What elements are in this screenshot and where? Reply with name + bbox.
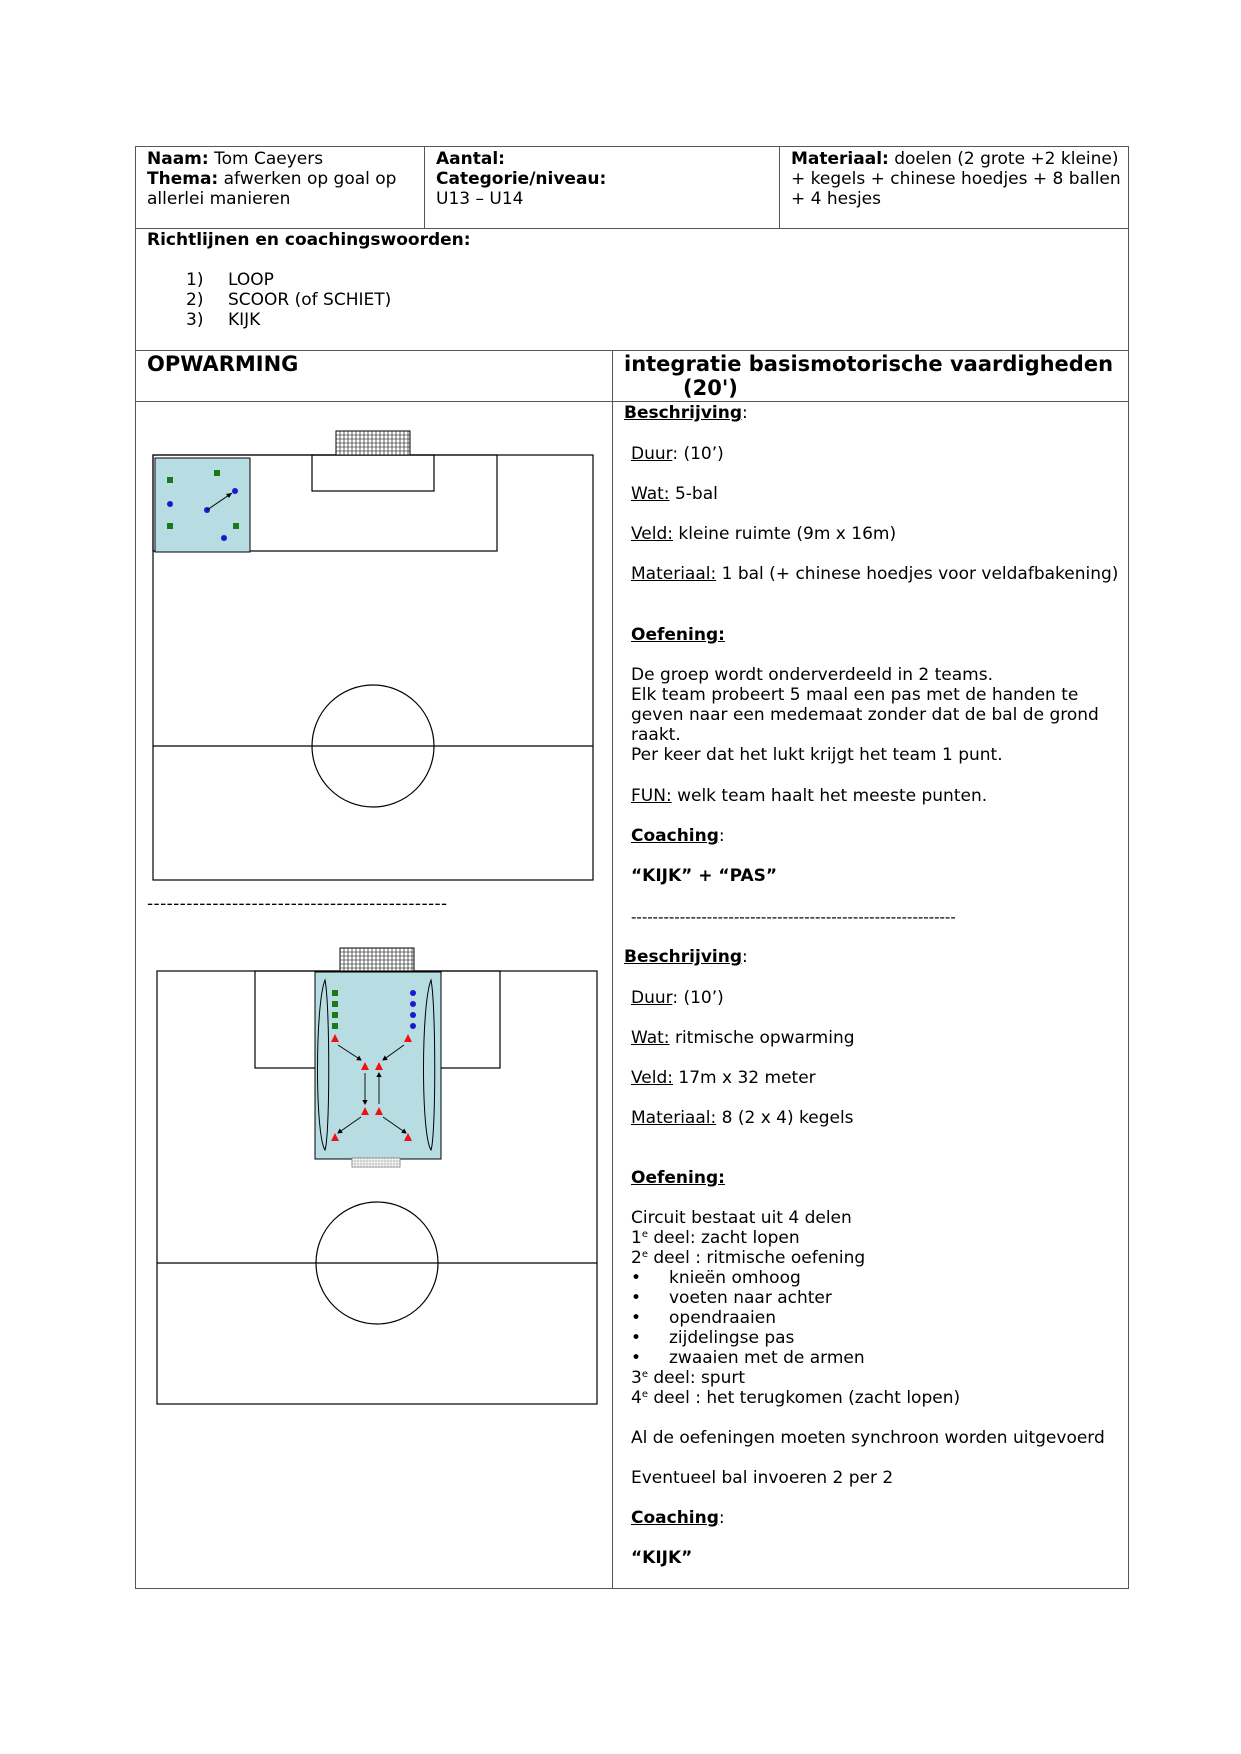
list-item: • knieën omhoog xyxy=(631,1268,865,1288)
ex2-bal: Eventueel bal invoeren 2 per 2 xyxy=(631,1468,894,1488)
deel-sup: e xyxy=(641,1249,648,1260)
deel-text: deel : het terugkomen (zacht lopen) xyxy=(647,1388,961,1408)
materiaal-value-cont: + kegels + chinese hoedjes + 8 ballen xyxy=(791,169,1121,189)
colon: : xyxy=(718,826,725,846)
thema-value: afwerken op goal op xyxy=(218,169,397,189)
ex2-veld-value: 17m x 32 meter xyxy=(673,1068,816,1088)
ex2-veld-label: Veld: xyxy=(631,1068,674,1088)
ex2-bullet-list xyxy=(631,1268,865,1368)
col-divider xyxy=(424,146,425,228)
deel-number: 3 xyxy=(631,1368,642,1388)
list-item: • zijdelingse pas xyxy=(631,1328,865,1348)
naam-line xyxy=(147,149,323,169)
ex2-synchroon: Al de oefeningen moeten synchroon worden uitgevoerd xyxy=(631,1428,1105,1448)
list-number: 2) xyxy=(186,290,204,310)
ex1-duur-label: Duur xyxy=(631,444,673,464)
ex1-coaching-value: “KIJK” + “PAS” xyxy=(631,866,778,886)
list-item xyxy=(146,310,391,330)
materiaal-value: doelen (2 grote +2 kleine) xyxy=(888,149,1119,169)
ex1-coaching-line xyxy=(631,826,725,846)
ex1-oefening-line: raakt. xyxy=(631,725,681,745)
list-item: • opendraaien xyxy=(631,1308,865,1328)
categorie-label: Categorie/niveau: xyxy=(436,169,607,189)
section-title-right: integratie basismotorische vaardigheden xyxy=(624,352,1114,376)
list-item: • zwaaien met de armen xyxy=(631,1348,865,1368)
ex2-materiaal-label: Materiaal: xyxy=(631,1108,717,1128)
ex1-fun-label: FUN: xyxy=(631,786,672,806)
deel-sup: e xyxy=(641,1369,648,1380)
ex2-circuit: Circuit bestaat uit 4 delen xyxy=(631,1208,852,1228)
colon: : xyxy=(742,947,748,967)
ex1-oefening-line: Elk team probeert 5 maal een pas met de handen te xyxy=(631,685,1079,705)
row-divider xyxy=(135,401,1129,402)
ex1-fun-line xyxy=(631,786,987,806)
materiaal-label: Materiaal: xyxy=(791,149,889,169)
col-divider xyxy=(779,146,780,228)
list-text: LOOP xyxy=(228,270,274,290)
row-divider xyxy=(135,228,1129,229)
list-number: 3) xyxy=(186,310,204,330)
ex1-veld-label: Veld: xyxy=(631,524,674,544)
deel-text: deel: spurt xyxy=(647,1368,746,1388)
ex1-beschrijving: Beschrijving xyxy=(624,403,743,423)
thema-line xyxy=(147,169,396,189)
naam-value: Tom Caeyers xyxy=(208,149,324,169)
ex2-wat-line xyxy=(631,1028,855,1048)
deel-number: 1 xyxy=(631,1228,642,1248)
list-text: KIJK xyxy=(228,310,261,330)
ex1-veld-value: kleine ruimte (9m x 16m) xyxy=(673,524,897,544)
deel-text: deel: zacht lopen xyxy=(647,1228,800,1248)
list-item xyxy=(146,290,391,310)
section-title-right-cont: (20') xyxy=(683,376,738,400)
ex1-oefening-line: De groep wordt onderverdeeld in 2 teams. xyxy=(631,665,994,685)
ex2-beschrijving-line xyxy=(624,947,748,967)
guidelines-title: Richtlijnen en coachingswoorden: xyxy=(147,230,471,250)
ex2-veld-line xyxy=(631,1068,816,1088)
field-diagram-1 xyxy=(150,428,600,883)
row-divider xyxy=(135,350,1129,351)
deel-text: deel : ritmische oefening xyxy=(647,1248,866,1268)
ex2-materiaal-value: 8 (2 x 4) kegels xyxy=(716,1108,854,1128)
ex2-duur-value: : (10’) xyxy=(672,988,724,1008)
goal-net-icon xyxy=(336,431,410,455)
ex2-wat-value: ritmische opwarming xyxy=(669,1028,855,1048)
ex1-wat-value: 5-bal xyxy=(669,484,718,504)
list-item: • voeten naar achter xyxy=(631,1288,865,1308)
ex1-oefening-line: geven naar een medemaat zonder dat de bal de grond xyxy=(631,705,1099,725)
left-separator: ---------------------------------------------- xyxy=(147,894,448,914)
ex1-materiaal-label: Materiaal: xyxy=(631,564,717,584)
ex2-deel2 xyxy=(631,1248,865,1268)
ex1-oefening-line: Per keer dat het lukt krijgt het team 1 punt. xyxy=(631,745,1003,765)
materiaal-line xyxy=(791,149,1119,169)
colon: : xyxy=(742,403,748,423)
ex1-wat-label: Wat: xyxy=(631,484,670,504)
deel-number: 4 xyxy=(631,1388,642,1408)
ex2-coaching-line xyxy=(631,1508,725,1528)
ex2-oefening-label: Oefening: xyxy=(631,1168,725,1188)
coaching-words-list xyxy=(146,270,391,330)
ex1-materiaal-value: 1 bal (+ chinese hoedjes voor veldafbakening) xyxy=(716,564,1119,584)
ex2-beschrijving: Beschrijving xyxy=(624,947,743,967)
ex1-duur-line xyxy=(631,444,724,464)
section-title-left: OPWARMING xyxy=(147,352,299,376)
deel-sup: e xyxy=(641,1389,648,1400)
thema-value-cont: allerlei manieren xyxy=(147,189,291,209)
col-divider xyxy=(612,350,613,1589)
list-number: 1) xyxy=(186,270,204,290)
ex1-oefening-label: Oefening: xyxy=(631,625,725,645)
colon: : xyxy=(718,1508,725,1528)
small-goal-icon xyxy=(352,1158,400,1167)
ex2-duur-line xyxy=(631,988,724,1008)
goal-net-icon xyxy=(340,948,414,971)
ex1-materiaal-line xyxy=(631,564,1118,584)
deel-sup: e xyxy=(641,1229,648,1240)
ex2-deel1 xyxy=(631,1228,800,1248)
goal-area xyxy=(312,455,434,491)
ex1-veld-line xyxy=(631,524,896,544)
categorie-value: U13 – U14 xyxy=(436,189,524,209)
ex1-coaching-label: Coaching xyxy=(631,826,719,846)
ex2-wat-label: Wat: xyxy=(631,1028,670,1048)
right-separator: ------------------------------------------------------------ xyxy=(631,908,956,926)
ex1-duur-value: : (10’) xyxy=(672,444,724,464)
ex2-coaching-value: “KIJK” xyxy=(631,1548,693,1568)
ex2-deel4 xyxy=(631,1388,960,1408)
ex2-duur-label: Duur xyxy=(631,988,673,1008)
deel-number: 2 xyxy=(631,1248,642,1268)
ex2-deel3 xyxy=(631,1368,745,1388)
naam-label: Naam: xyxy=(147,149,209,169)
field-diagram-2 xyxy=(150,945,600,1407)
ex1-fun-value: welk team haalt het meeste punten. xyxy=(671,786,988,806)
ex1-wat-line xyxy=(631,484,718,504)
aantal-label: Aantal: xyxy=(436,149,505,169)
list-item xyxy=(146,270,391,290)
ex1-beschrijving-line xyxy=(624,403,748,423)
thema-label: Thema: xyxy=(147,169,219,189)
materiaal-value-cont: + 4 hesjes xyxy=(791,189,881,209)
ex2-coaching-label: Coaching xyxy=(631,1508,719,1528)
list-text: SCOOR (of SCHIET) xyxy=(228,290,392,310)
ex2-materiaal-line xyxy=(631,1108,854,1128)
